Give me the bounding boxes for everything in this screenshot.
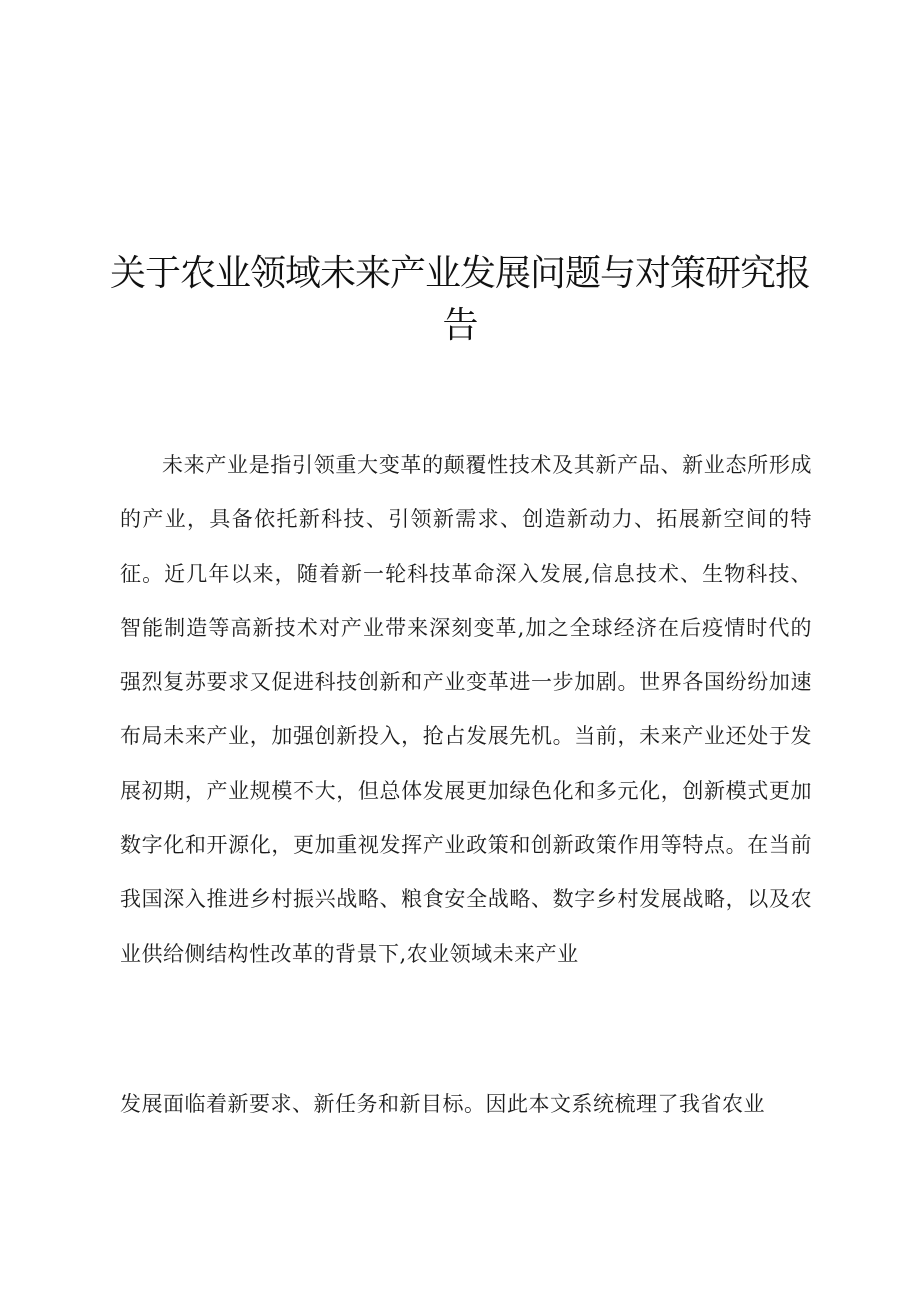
body-paragraph-1: 未来产业是指引领重大变革的颠覆性技术及其新产品、新业态所形成的产业，具备依托新科技、引领新需求、创造新动力、拓展新空间的特征。近几年以来，随着新一轮科技革命深入发展,信息技术、生物科技、智能制造等高新技术对产业带来深刻变革,加之全球经济在后疫情时代的强烈复苏要求又促进科技创新和产业变革进一步加剧。世界各国纷纷加速布局未来产业，加强创新投入，抢占发展先机。当前，未来产业还处于发展初期，产业规模不大，但总体发展更加绿色化和多元化，创新模式更加数字化和开源化，更加重视发挥产业政策和创新政策作用等特点。在当前我国深入推进乡村振兴战略、粮食安全战略、数字乡村发展战略，以及农业供给侧结构性改革的背景下,农业领域未来产业 xyxy=(120,453,812,966)
document-title: 关于农业领域未来产业发展问题与对策研究报告 xyxy=(110,253,811,346)
body-paragraph-2: 发展面临着新要求、新任务和新目标。因此本文系统梳理了我省农业 xyxy=(120,1092,765,1116)
